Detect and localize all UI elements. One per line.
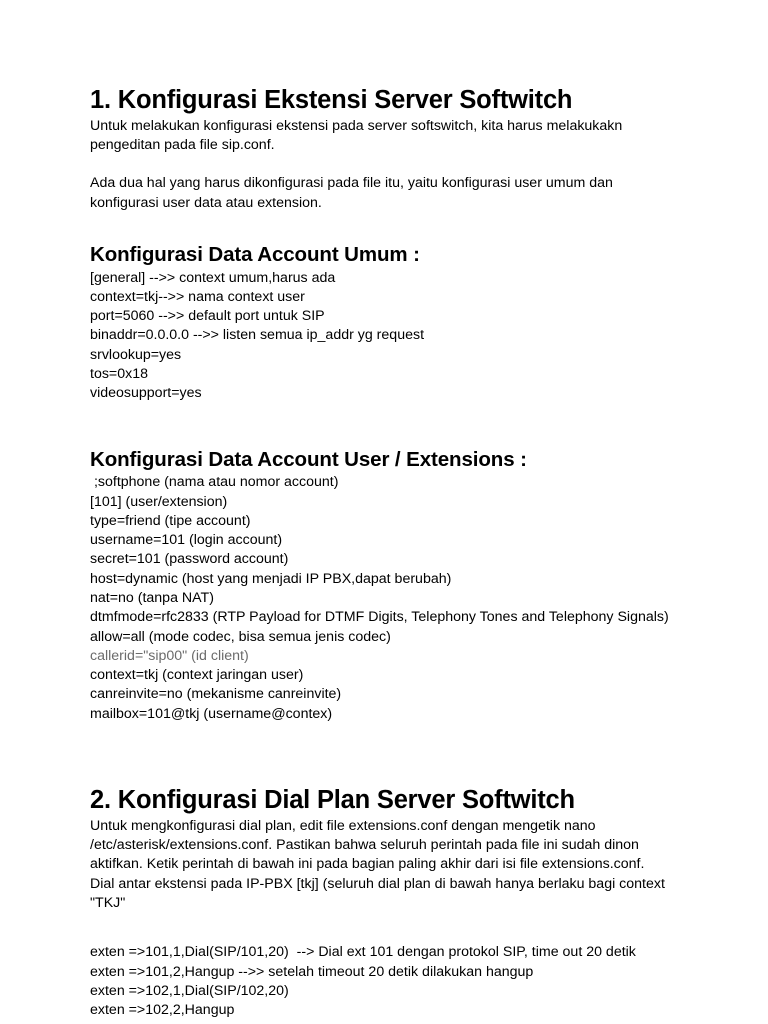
config-line: tos=0x18: [90, 366, 148, 383]
spacer: [90, 724, 670, 786]
config-line: canreinvite=no (mekanisme canreinvite): [90, 686, 342, 703]
config-line: srvlookup=yes: [90, 346, 182, 363]
config-line: allow=all (mode codec, bisa semua jenis codec): [90, 628, 391, 645]
general-account-heading: Konfigurasi Data Account Umum :: [90, 243, 420, 266]
config-line: [101] (user/extension): [90, 493, 228, 510]
config-line: secret=101 (password account): [90, 551, 289, 568]
config-line: exten =>101,1,Dial(SIP/101,20) --> Dial ext 101 dengan protokol SIP, time out 20 detik: [90, 944, 636, 961]
section-2-paragraph-1: Untuk mengkonfigurasi dial plan, edit file extensions.conf dengan mengetik nano /etc/asterisk/extensions.conf. Pastikan bahwa seluruh perintah pada file ini sudah dinon aktifkan. Ketik perintah di bawah ini pada bagian paling akhir dari isi file extensions.conf. Dial antar ekstensi pada IP-PBX [tkj] (seluruh dial plan di bawah hanya berlaku bagi context "TKJ": [90, 817, 665, 912]
config-line: port=5060 -->> default port untuk SIP: [90, 308, 325, 325]
user-account-config-block: [90, 473, 670, 724]
config-line: mailbox=101@tkj (username@contex): [90, 705, 333, 722]
user-account-heading: Konfigurasi Data Account User / Extensions :: [90, 447, 527, 471]
document-body: [90, 86, 670, 1021]
config-line: host=dynamic (host yang menjadi IP PBX,dapat berubah): [90, 570, 452, 587]
config-line: username=101 (login account): [90, 532, 283, 549]
config-line: context=tkj (context jaringan user): [90, 667, 304, 684]
section-1-heading: 1. Konfigurasi Ekstensi Server Softwitch: [90, 86, 573, 114]
config-line: exten =>102,1,Dial(SIP/102,20): [90, 982, 289, 999]
dialplan-config-block: [90, 943, 670, 1020]
spacer: [90, 913, 670, 943]
config-line: [general] -->> context umum,harus ada: [90, 269, 336, 286]
section-1-paragraph-2: Ada dua hal yang harus dikonfigurasi pada file itu, yaitu konfigurasi user umum dan konfigurasi user data atau extension.: [90, 175, 613, 211]
config-line: nat=no (tanpa NAT): [90, 589, 214, 606]
config-line: dtmfmode=rfc2833 (RTP Payload for DTMF Digits, Telephony Tones and Telephony Signals): [90, 609, 669, 626]
config-line: ;softphone (nama atau nomor account): [90, 474, 339, 491]
config-line: exten =>101,2,Hangup -->> setelah timeout 20 detik dilakukan hangup: [90, 963, 534, 980]
spacer: [90, 155, 670, 174]
config-line: binaddr=0.0.0.0 -->> listen semua ip_addr yg request: [90, 327, 425, 344]
config-line: exten =>102,2,Hangup: [90, 1002, 235, 1019]
general-account-config-block: [90, 269, 670, 404]
config-line: context=tkj-->> nama context user: [90, 288, 305, 305]
section-2-heading: 2. Konfigurasi Dial Plan Server Softwitch: [90, 786, 575, 815]
section-1-paragraph-1: Untuk melakukan konfigurasi ekstensi pada server softswitch, kita harus melakukakn pengeditan pada file sip.conf.: [90, 117, 623, 154]
config-line: callerid="sip00" (id client): [90, 647, 249, 664]
spacer: [90, 404, 670, 448]
config-line: videosupport=yes: [90, 385, 202, 402]
config-line: type=friend (tipe account): [90, 512, 251, 529]
spacer: [90, 213, 670, 243]
